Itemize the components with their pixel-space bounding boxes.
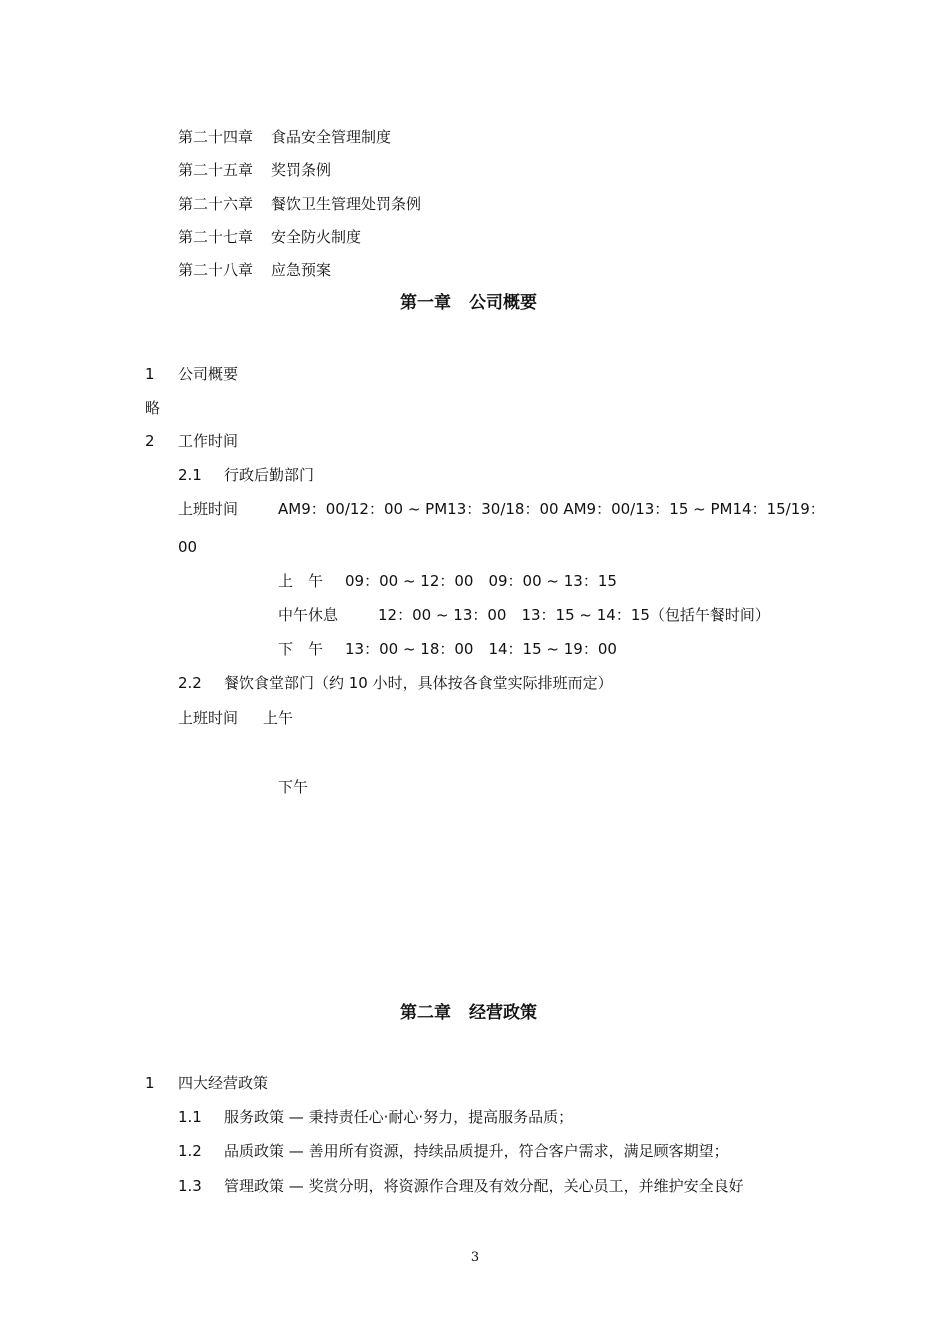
policy-number: 1.2	[178, 1142, 202, 1160]
chapter-2-number: 第二章	[400, 1003, 451, 1023]
work-hours-line-continued: 00	[178, 538, 198, 556]
toc-item	[178, 194, 421, 214]
toc-title: 应急预案	[271, 261, 332, 279]
toc-chapter: 第二十四章	[178, 128, 254, 146]
policy-dash: —	[288, 1108, 304, 1126]
policy-dash: —	[288, 1177, 304, 1195]
section-body: 略	[145, 399, 161, 417]
toc-title: 安全防火制度	[271, 228, 362, 246]
policy-item	[178, 1141, 729, 1161]
toc-item	[178, 127, 391, 147]
section-number: 1	[145, 1074, 155, 1092]
policy-label: 品质政策	[224, 1142, 285, 1160]
section-title: 四大经营政策	[178, 1074, 269, 1092]
afternoon-hours: 13：00 ~ 18：00 14：15 ~ 19：00	[345, 640, 617, 658]
toc-title: 食品安全管理制度	[271, 128, 392, 146]
policy-number: 1.1	[178, 1108, 202, 1126]
toc-item	[178, 160, 331, 180]
policy-label: 管理政策	[224, 1177, 285, 1195]
afternoon-label: 下 午	[278, 640, 324, 658]
work-hours-line: AM9：00/12：00 ~ PM13：30/18：00 AM9：00/13：15 ~ PM14：15/19：	[278, 500, 825, 518]
toc-chapter: 第二十七章	[178, 228, 254, 246]
toc-chapter: 第二十八章	[178, 261, 254, 279]
noon-break-label: 中午休息	[278, 606, 339, 624]
work-hours-label: 上班时间	[178, 500, 239, 518]
toc-chapter: 第二十六章	[178, 195, 254, 213]
policy-dash: —	[288, 1142, 304, 1160]
chapter-1-title: 公司概要	[469, 293, 537, 313]
chapter-2-title: 经营政策	[469, 1003, 537, 1023]
noon-break-hours: 12：00 ~ 13：00 13：15 ~ 14：15（包括午餐时间）	[378, 606, 770, 624]
policy-text: 奖赏分明，将资源作合理及有效分配，关心员工，并维护安全良好	[308, 1177, 744, 1195]
toc-chapter: 第二十五章	[178, 161, 254, 179]
policy-item	[178, 1107, 573, 1127]
canteen-afternoon: 下午	[278, 778, 309, 796]
morning-label: 上 午	[278, 572, 324, 590]
toc-title: 奖罚条例	[271, 161, 332, 179]
policy-text: 秉持责任心·耐心·努力，提高服务品质；	[308, 1108, 574, 1126]
toc-item	[178, 260, 331, 280]
canteen-hours-label: 上班时间	[178, 709, 239, 727]
morning-hours: 09：00 ~ 12：00 09：00 ~ 13：15	[345, 572, 617, 590]
toc-title: 餐饮卫生管理处罚条例	[271, 195, 422, 213]
policy-text: 善用所有资源，持续品质提升，符合客户需求，满足顾客期望；	[308, 1142, 729, 1160]
chapter-1-heading	[400, 293, 537, 313]
section-title: 公司概要	[178, 365, 239, 383]
policy-item	[178, 1176, 744, 1196]
canteen-morning: 上午	[263, 709, 294, 727]
chapter-1-number: 第一章	[400, 293, 451, 313]
policy-number: 1.3	[178, 1177, 202, 1195]
policy-label: 服务政策	[224, 1108, 285, 1126]
subsection-number: 2.1	[178, 466, 202, 484]
subsection-title: 餐饮食堂部门（约 10 小时，具体按各食堂实际排班而定）	[224, 674, 613, 692]
chapter-2-heading	[400, 1003, 537, 1023]
section-number: 2	[145, 432, 155, 450]
subsection-number: 2.2	[178, 674, 202, 692]
section-title: 工作时间	[178, 432, 239, 450]
toc-item	[178, 227, 361, 247]
subsection-title: 行政后勤部门	[224, 466, 315, 484]
section-number: 1	[145, 365, 155, 383]
page-number: 3	[470, 1250, 480, 1265]
